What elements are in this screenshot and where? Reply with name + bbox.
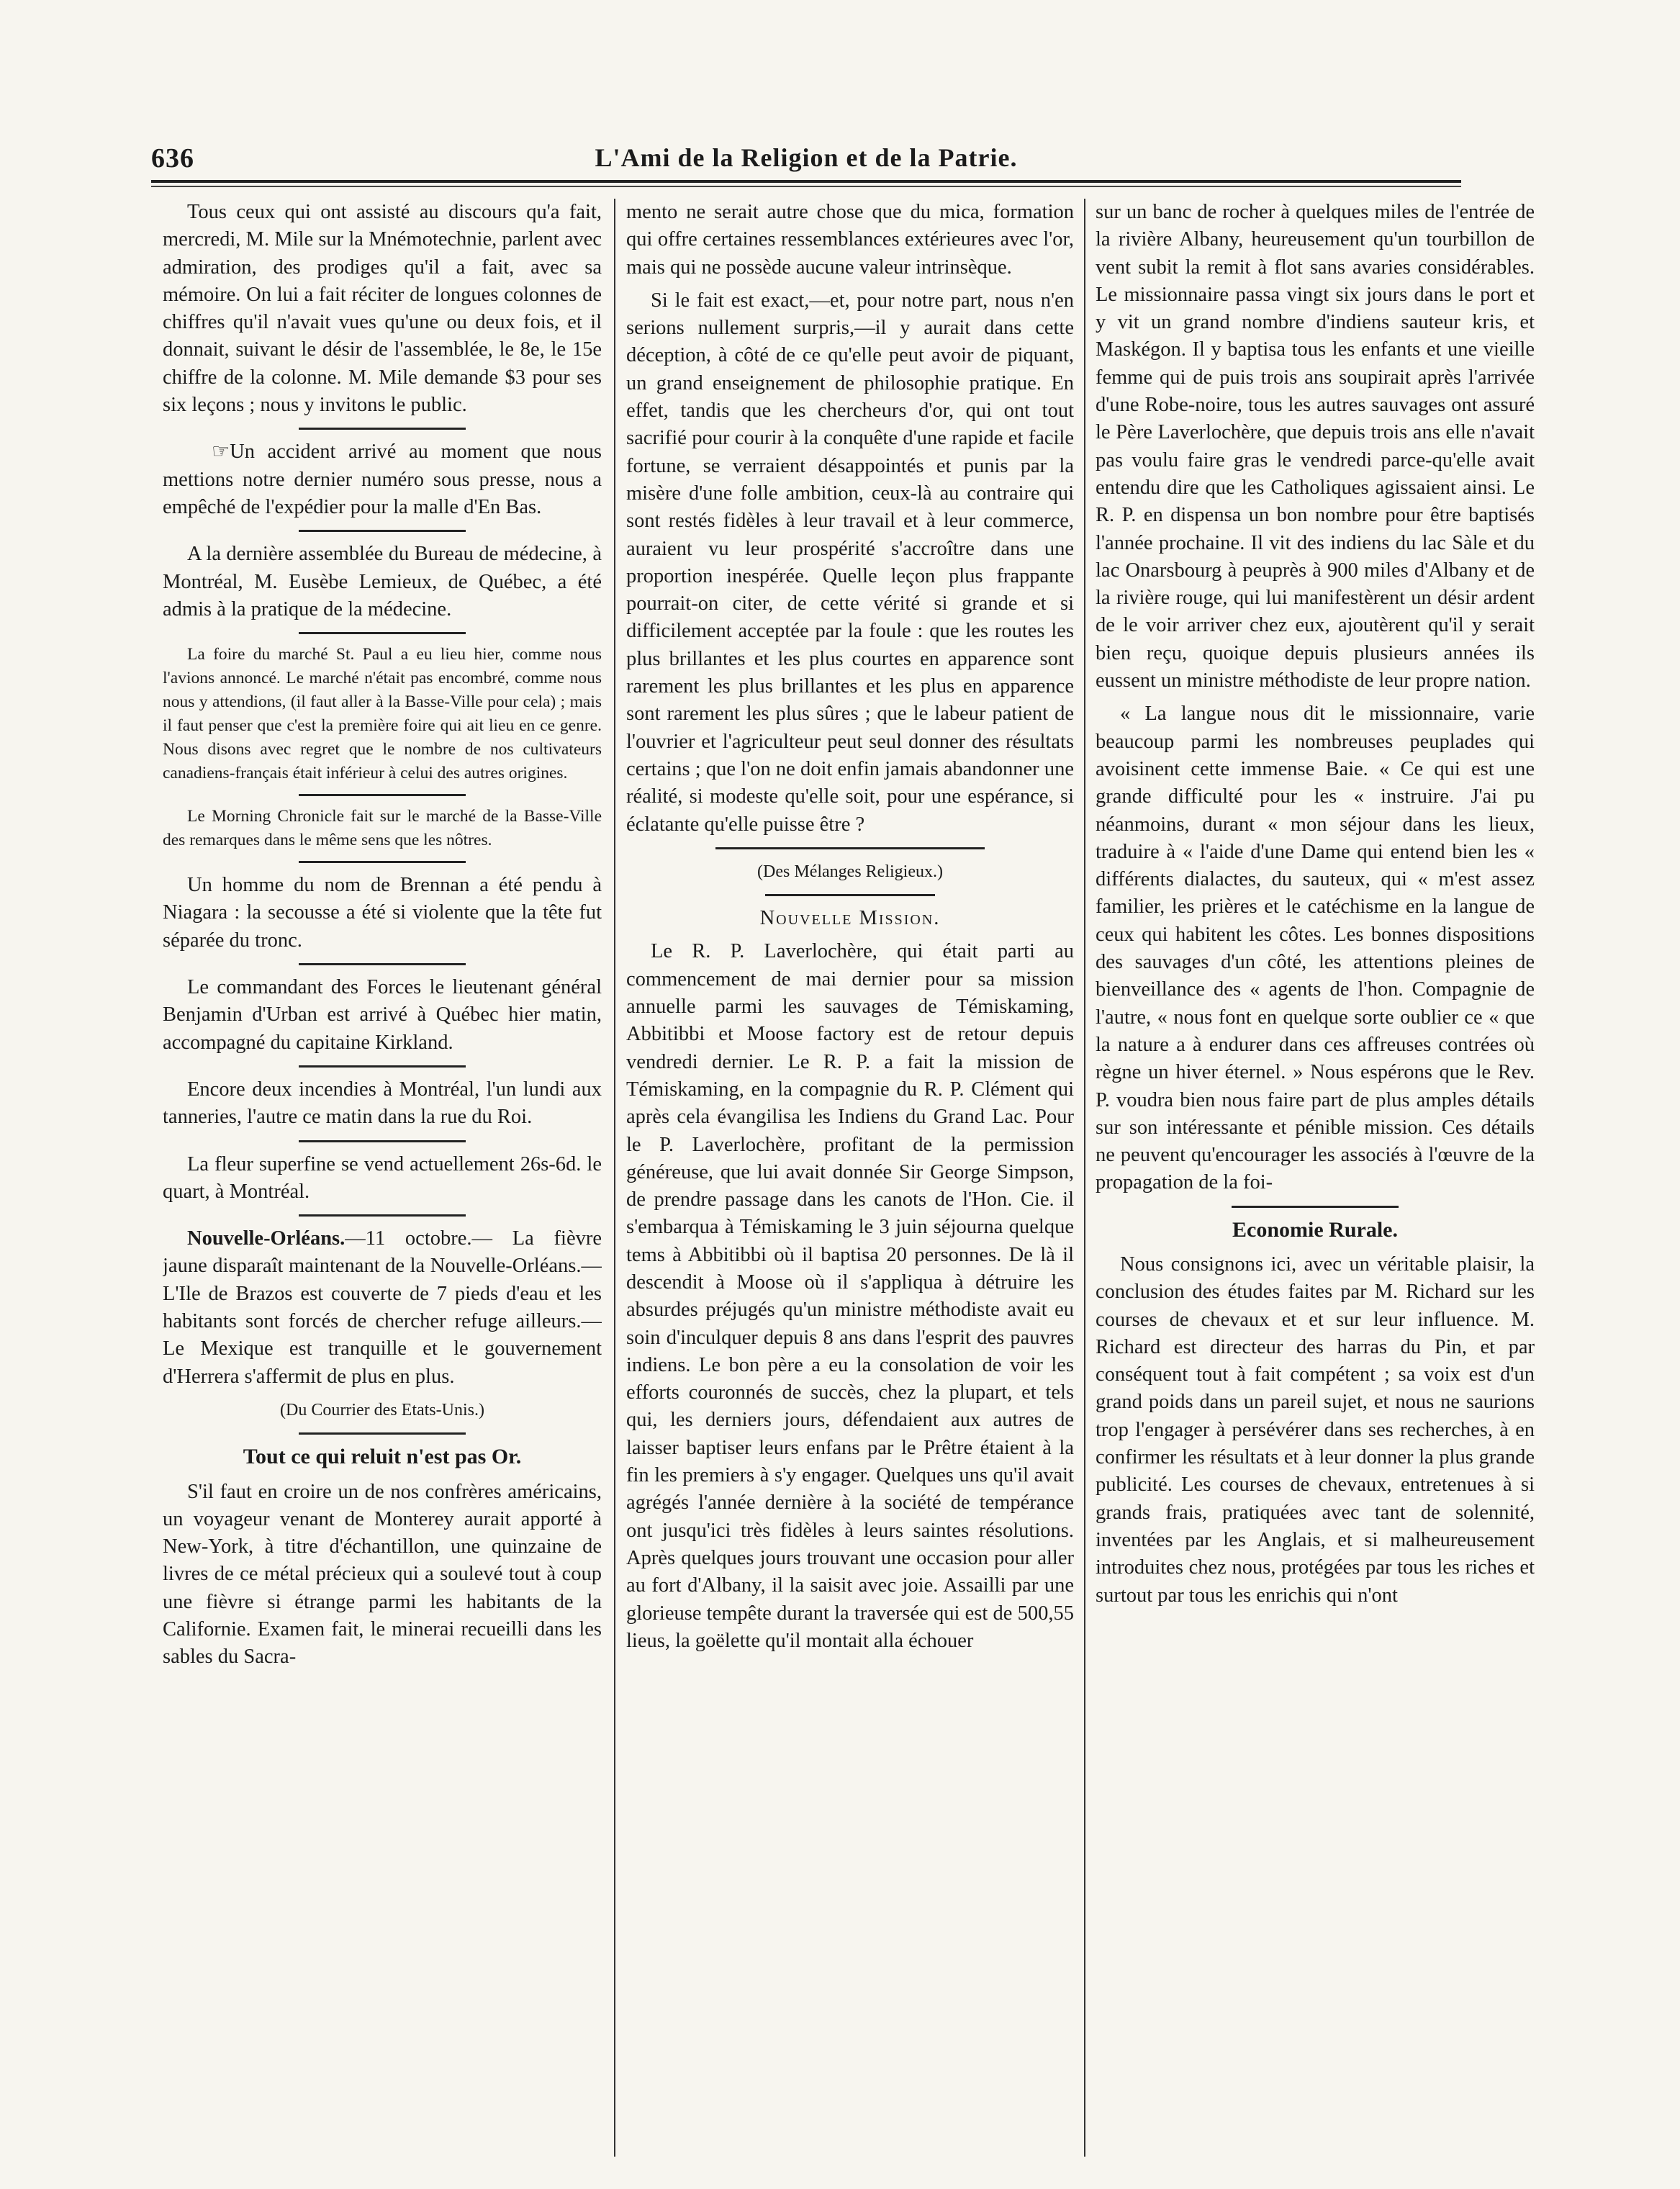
column-1 [163,199,602,2157]
divider [299,963,466,965]
headline-or: Tout ce qui reluit n'est pas Or. [243,1445,522,1469]
dateline: Nouvelle-Orléans. [187,1227,346,1250]
divider [299,632,466,634]
article-mnemotechnie: Tous ceux qui ont assisté au discours qu'a fait, mercredi, M. Mile sur la Mnémotechnie, parlent avec admiration, des prodiges qu'il a fait, avec sa mémoire. On lui a fait réciter de longues colonnes de chiffres qu'il n'avait vues qu'une ou deux fois, et il donnait, suivant le désir de l'assemblée, le 8e, le 15e chiffre de la colonne. M. Mile demande $3 pour ses six leçons ; nous y invitons le public. [163,201,602,417]
headline-mission: Nouvelle Mission. [759,907,941,930]
headline-economie: Economie Rurale. [1232,1217,1398,1242]
divider [715,847,984,849]
article-accident-text: Un accident arrivé au moment que nous mettions notre dernier numéro sous presse, nous a empêché de l'expédier pour la malle d'En Bas. [163,441,602,518]
divider [299,1065,466,1068]
column-separator [614,199,615,2157]
article-foire: La foire du marché St. Paul a eu lieu hier, comme nous l'avions annoncé. Le marché n'était pas encombré, comme nous nous y attendions, (il faut aller à la Basse-Ville pour cela) ; mais il faut penser que c'est la première foire qui ait lieu en ce genre. Nous disons avec regret que le nombre de nos cultivateurs canadiens-français était inférieur à celui des autres origines. [163,645,602,783]
source-credit: (Des Mélanges Religieux.) [757,862,943,881]
page-title: L'Ami de la Religion et de la Patrie. [595,143,1018,172]
article-morning-chronicle: Le Morning Chronicle fait sur le marché de la Basse-Ville des remarques dans le même sens que les nôtres. [163,807,602,850]
column-3 [1096,199,1535,2157]
divider [299,1432,466,1435]
divider [299,861,466,863]
page-header [151,143,1461,176]
article-mission-continued: sur un banc de rocher à quelques miles de l'entrée de la rivière Albany, heureusement qu'un tourbillon de vent subit la remit à flot sans avaries considérables. Le missionnaire passa vingt six jours dans le port et y vit un grand nombre d'indiens sauteur kris, et Maskégon. Il y baptisa tous les enfants et une vieille femme qui de puis trois ans soupirait après l'arrivée d'une Robe-noire, tous les autres sauvages ont assuré le Père Laverlochère, que depuis trois ans elle n'avait pas voulu faire gras le vendredi parce-qu'elle avait entendu dire que les Catholiques agissaient ainsi. Le R. P. en dispensa un bon nombre pour être baptisés l'année prochaine. Il vit des indiens du lac Sàle et du lac Onarsbourg à peuprès à 900 miles d'Albany et de la rivière rouge, qui lui manifestèrent un désir ardent de le voir arriver chez eux, ajoutèrent qu'il y serait bien reçu, quoique depuis plusieurs années ils eussent un ministre méthodiste de leur propre nation. [1096,201,1535,692]
divider [299,428,466,430]
header-rule [151,180,1461,183]
column-separator [1084,199,1085,2157]
header-rule-thin [151,186,1461,187]
article-nouvelle-orleans-text: —11 octobre.— La fièvre jaune disparaît maintenant de la Nouvelle-Orléans.—L'Ile de Brazos est couverte de 7 pieds d'eau et les habitants sont forcés de chercher refuge ailleurs.—Le Mexique est tranquille et le gouvernement d'Herrera s'affermit de plus en plus. [163,1227,602,1388]
article-or-continued: mento ne serait autre chose que du mica, formation qui offre certaines ressemblances extérieures avec l'or, mais qui ne possède aucune valeur intrinsèque. [626,201,1074,279]
article-bureau-medecine: A la dernière assemblée du Bureau de médecine, à Montréal, M. Eusèbe Lemieux, de Québec, a été admis à la pratique de la médecine. [163,543,602,620]
divider [299,1140,466,1142]
article-economie: Nous consignons ici, avec un véritable plaisir, la conclusion des études faites par M. Richard sur les courses de chevaux et et sur leur influence. M. Richard est directeur des harras du Pin, et par conséquent tout à fait compétent ; sa voix est d'un grand poids dans un pareil sujet, et nous ne saurions trop l'engager à persévérer dans ses recherches, à en confirmer les résultats et à leur donner la plus grande publicité. Les courses de chevaux, entretenues à si grands frais, pratiquées avec tant de solennité, inventées par les Anglais, et si malheureusement introduites chez nous, protégées par tous les riches et surtout par tous les enrichis qui n'ont [1096,1253,1535,1607]
article-commandant: Le commandant des Forces le lieutenant général Benjamin d'Urban est arrivé à Québec hier matin, accompagné du capitaine Kirkland. [163,976,602,1054]
article-mission-quote: « La langue nous dit le missionnaire, varie beaucoup parmi les nombreuses peuplades qui avoisinent cette immense Baie. « Ce qui est une grande difficulté pour les « instruire. J'ai pu néanmoins, durant « mon séjour dans les lieux, traduire à « l'aide d'une Dame qui entend bien les « différents dialactes, du sauteux, qui « m'est assez familier, les prières et le catéchisme en la langue de ceux qui habitent les côtes. Les bonnes dispositions des sauvages d'un côté, les attentions pleines de bienveillance des « agents de l'hon. Compagnie de l'autre, « nous font en quelque sorte oublier ce « que la nature a à endurer dans ces affreuses contrées où règne un hiver éternel. » Nous espérons que le Rev. P. voudra bien nous faire part de plus amples détails sur son intéressante et pénible mission. Ces détails ne peuvent qu'encourager les associés à l'œuvre de la propagation de la foi- [1096,703,1535,1194]
article-mission: Le R. P. Laverlochère, qui était parti au commencement de mai dernier pour sa mission annuelle parmi les sauvages de Témiskaming, Abbitibbi et Moose factory est de retour depuis vendredi dernier. Le R. P. a fait la mission de Témiskaming, en la compagnie du R. P. Clément qui après cela évangilisa les Indiens du Grand Lac. Pour le P. Laverlochère, profitant de la permission généreuse, que lui avait donnée Sir George Simpson, de prendre passage dans les canots de l'Hon. Cie. il s'embarqua à Témiskaming le 3 juin séjourna quelque tems à Abbitibbi où il baptisa 20 personnes. De là il descendit à Moose où il s'appliqua à détruire les absurdes préjugés qu'un ministre méthodiste avait eu soin d'inculquer depuis 8 ans dans l'esprit des pauvres indiens. Le bon père a eu la consolation de voir les efforts couronnés de succès, chez la plupart, et tels qui, les derniers jours, défendaient aux autres de laisser baptiser leurs enfans par le Prêtre étaient à la fin les premiers à s'y engager. Quelques uns qu'il avait agrégés l'année dernière à la société de tempérance ont jusqu'ici très fidèles à leurs saintes résolutions. Après quelques jours trouvant une occasion pour aller au fort d'Albany, il la saisit avec joie. Assailli par une glorieuse tempête durant la traversée qui est de 500,55 lieus, la goëlette qu'il montait alla échouer [626,940,1074,1652]
column-2 [626,199,1074,2157]
article-accident [163,438,602,521]
article-fleur: La fleur superfine se vend actuellement 26s-6d. le quart, à Montréal. [163,1152,602,1203]
article-nouvelle-orleans [163,1225,602,1391]
divider [1232,1206,1399,1208]
divider [299,794,466,796]
article-brennan: Un homme du nom de Brennan a été pendu à Niagara : la secousse a été si violente que la tête fut séparée du tronc. [163,874,602,952]
pointing-hand-icon: ☞ [212,441,230,464]
divider [299,530,466,532]
divider [299,1214,466,1217]
article-incendies: Encore deux incendies à Montréal, l'un lundi aux tanneries, l'autre ce matin dans la rue du Roi. [163,1078,602,1129]
article-or-reflection: Si le fait est exact,—et, pour notre part, nous n'en serions nullement surpris,—il y aurait dans cette déception, à côté de ce qu'elle peut avoir de piquant, un grand enseignement de philosophie pratique. En effet, tandis que les chercheurs d'or, qui ont tout sacrifié pour courir à la conquête d'une rapide et facile fortune, se verraient désappointés et punis par la misère d'une folle ambition, ceux-là au contraire qui sont restés fidèles à leur travail et à leur commerce, auraient vu leur prospérité s'accroître dans une proportion inespérée. Quelle leçon plus frappante pourrait-on citer, de cette vérité si grande et si difficilement acceptée par la foule : que les routes les plus brillantes et les plus courtes en apparence sont rarement les plus brillantes et les plus en apparence sont rarement les plus sûres ; que le labeur patient de l'ouvrier et l'agriculteur peut seul donner des résultats certains ; que l'on ne doit enfin jamais abandonner une réalité, si modeste qu'elle soit, pour une espérance, si éclatante qu'elle puisse être ? [626,289,1074,836]
page-number: 636 [151,143,194,173]
divider [765,894,935,896]
article-or: S'il faut en croire un de nos confrères américains, un voyageur venant de Monterey aurait apporté à New-York, à titre d'échantillon, une quinzaine de livres de ce métal précieux qui a soulevé tout à coup une fièvre si étrange parmi les habitants de la Californie. Examen fait, le minerai recueilli dans les sables du Sacra- [163,1480,602,1669]
source-credit: (Du Courrier des Etats-Unis.) [280,1400,484,1420]
